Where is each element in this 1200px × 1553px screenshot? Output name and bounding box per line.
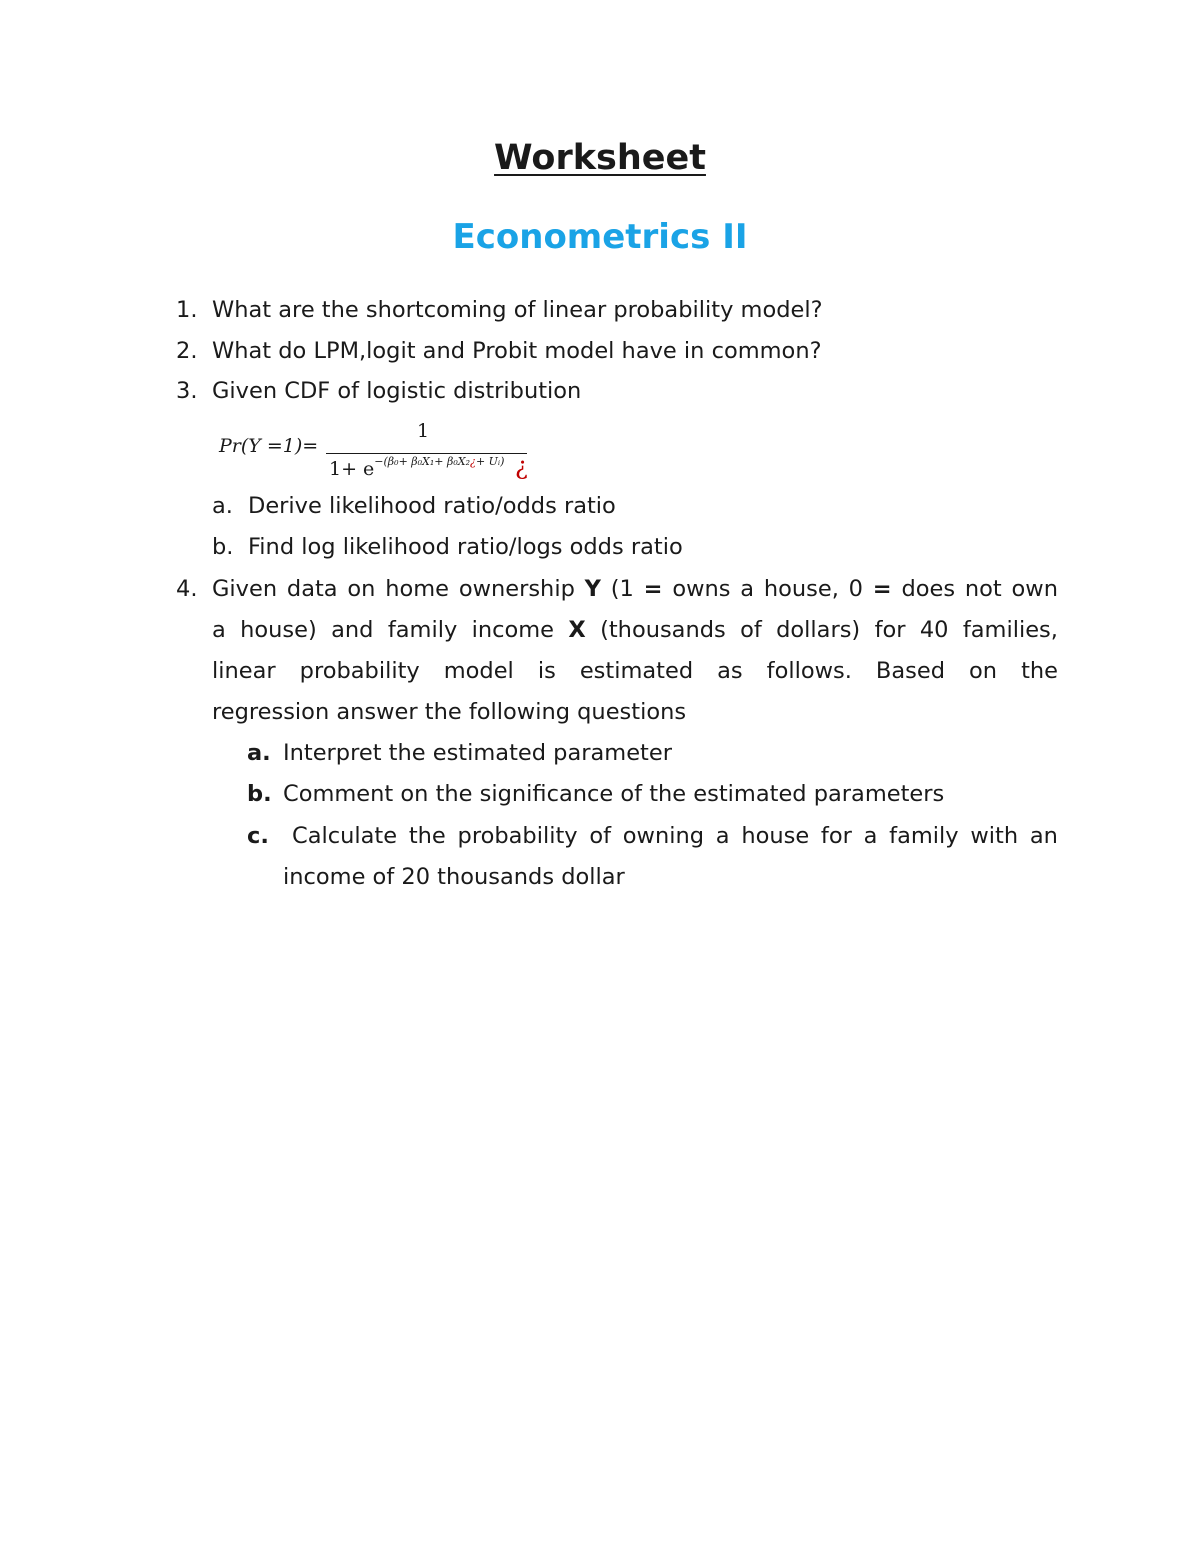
text-run: families,	[962, 617, 1058, 643]
subquestion-text: Derive likelihood ratio/odds ratio	[248, 493, 616, 519]
formula-trailing-glyph: ¿	[515, 452, 528, 480]
text-run: (thousands	[600, 617, 726, 643]
subquestion-label: a.	[247, 740, 271, 766]
text-run: owns a house, 0	[662, 576, 873, 602]
exponent-main: −(β₀+ β₀X₁+ β₀X₂	[374, 455, 471, 468]
subquestion-label: b.	[247, 781, 272, 807]
text-run: is	[537, 658, 556, 684]
text-run: owning	[622, 823, 705, 849]
formula-lhs: Pr(Y =1)=	[219, 435, 319, 457]
question-number: 4.	[176, 576, 198, 602]
text-run: for	[874, 617, 906, 643]
text-run: Calculate	[292, 823, 398, 849]
text-run: (1	[600, 576, 644, 602]
text-run: of	[740, 617, 762, 643]
text-run: family	[387, 617, 458, 643]
variable-x: X	[568, 617, 586, 643]
question-4-line-2	[212, 615, 1058, 645]
question-number: 3.	[176, 378, 198, 404]
subquestion-text: Find log likelihood ratio/logs odds ratio	[248, 534, 683, 560]
denominator-base: 1+ e	[329, 458, 375, 480]
page-subtitle: Econometrics II	[452, 217, 748, 257]
text-run: with	[970, 823, 1019, 849]
text-run: linear	[212, 658, 276, 684]
text-run: the	[408, 823, 446, 849]
text-run: family	[889, 823, 959, 849]
equals-sign: =	[643, 576, 663, 602]
text-run: dollars)	[776, 617, 861, 643]
text-run: and	[331, 617, 374, 643]
text-run: a	[715, 823, 730, 849]
text-run: as	[717, 658, 743, 684]
equals-sign: =	[872, 576, 892, 602]
question-text: Given CDF of logistic distribution	[212, 378, 582, 404]
subquestion-label: c.	[247, 823, 269, 849]
text-run: house)	[240, 617, 317, 643]
text-run: for	[820, 823, 852, 849]
text-run: of	[589, 823, 612, 849]
subquestion-text: Comment on the significance of the estimated parameters	[283, 781, 945, 807]
subquestion-text: Interpret the estimated parameter	[283, 740, 672, 766]
question-4c-line-1	[292, 821, 1058, 851]
page-title: Worksheet	[494, 138, 706, 178]
text-run: follows.	[766, 658, 852, 684]
subquestion-label: b.	[212, 534, 234, 560]
text-run: house	[741, 823, 810, 849]
text-run: on	[969, 658, 998, 684]
text-run: income	[471, 617, 555, 643]
question-number: 1.	[176, 297, 198, 323]
text-run: model	[443, 658, 514, 684]
text-run: estimated	[579, 658, 694, 684]
text-run: the	[1021, 658, 1058, 684]
text-run: does not own	[891, 576, 1058, 602]
variable-y: Y	[584, 576, 601, 602]
fraction-bar	[326, 453, 527, 454]
text-run: an	[1029, 823, 1058, 849]
question-4-line-1	[212, 574, 1058, 604]
question-number: 2.	[176, 338, 198, 364]
text-run: a	[863, 823, 878, 849]
text-run: 40	[919, 617, 949, 643]
formula-denominator	[329, 455, 504, 480]
logistic-cdf-formula	[219, 420, 539, 480]
formula-numerator: 1	[417, 420, 430, 442]
exponent-red-glyph: ¿	[470, 455, 476, 468]
subquestion-label: a.	[212, 493, 233, 519]
text-run: a	[212, 617, 226, 643]
question-4-line-4: regression answer the following questions	[212, 699, 687, 725]
exponent-tail: + Uᵢ)	[475, 455, 505, 468]
question-text: What are the shortcoming of linear probability model?	[212, 297, 823, 323]
denominator-exponent	[374, 455, 504, 468]
question-4c-line-2: income of 20 thousands dollar	[283, 864, 625, 890]
question-4-line-3	[212, 656, 1058, 686]
text-run: Based	[875, 658, 945, 684]
question-text: What do LPM,logit and Probit model have in common?	[212, 338, 822, 364]
text-run: probability	[457, 823, 578, 849]
text-run: probability	[299, 658, 420, 684]
text-run: Given data on home ownership	[212, 576, 585, 602]
